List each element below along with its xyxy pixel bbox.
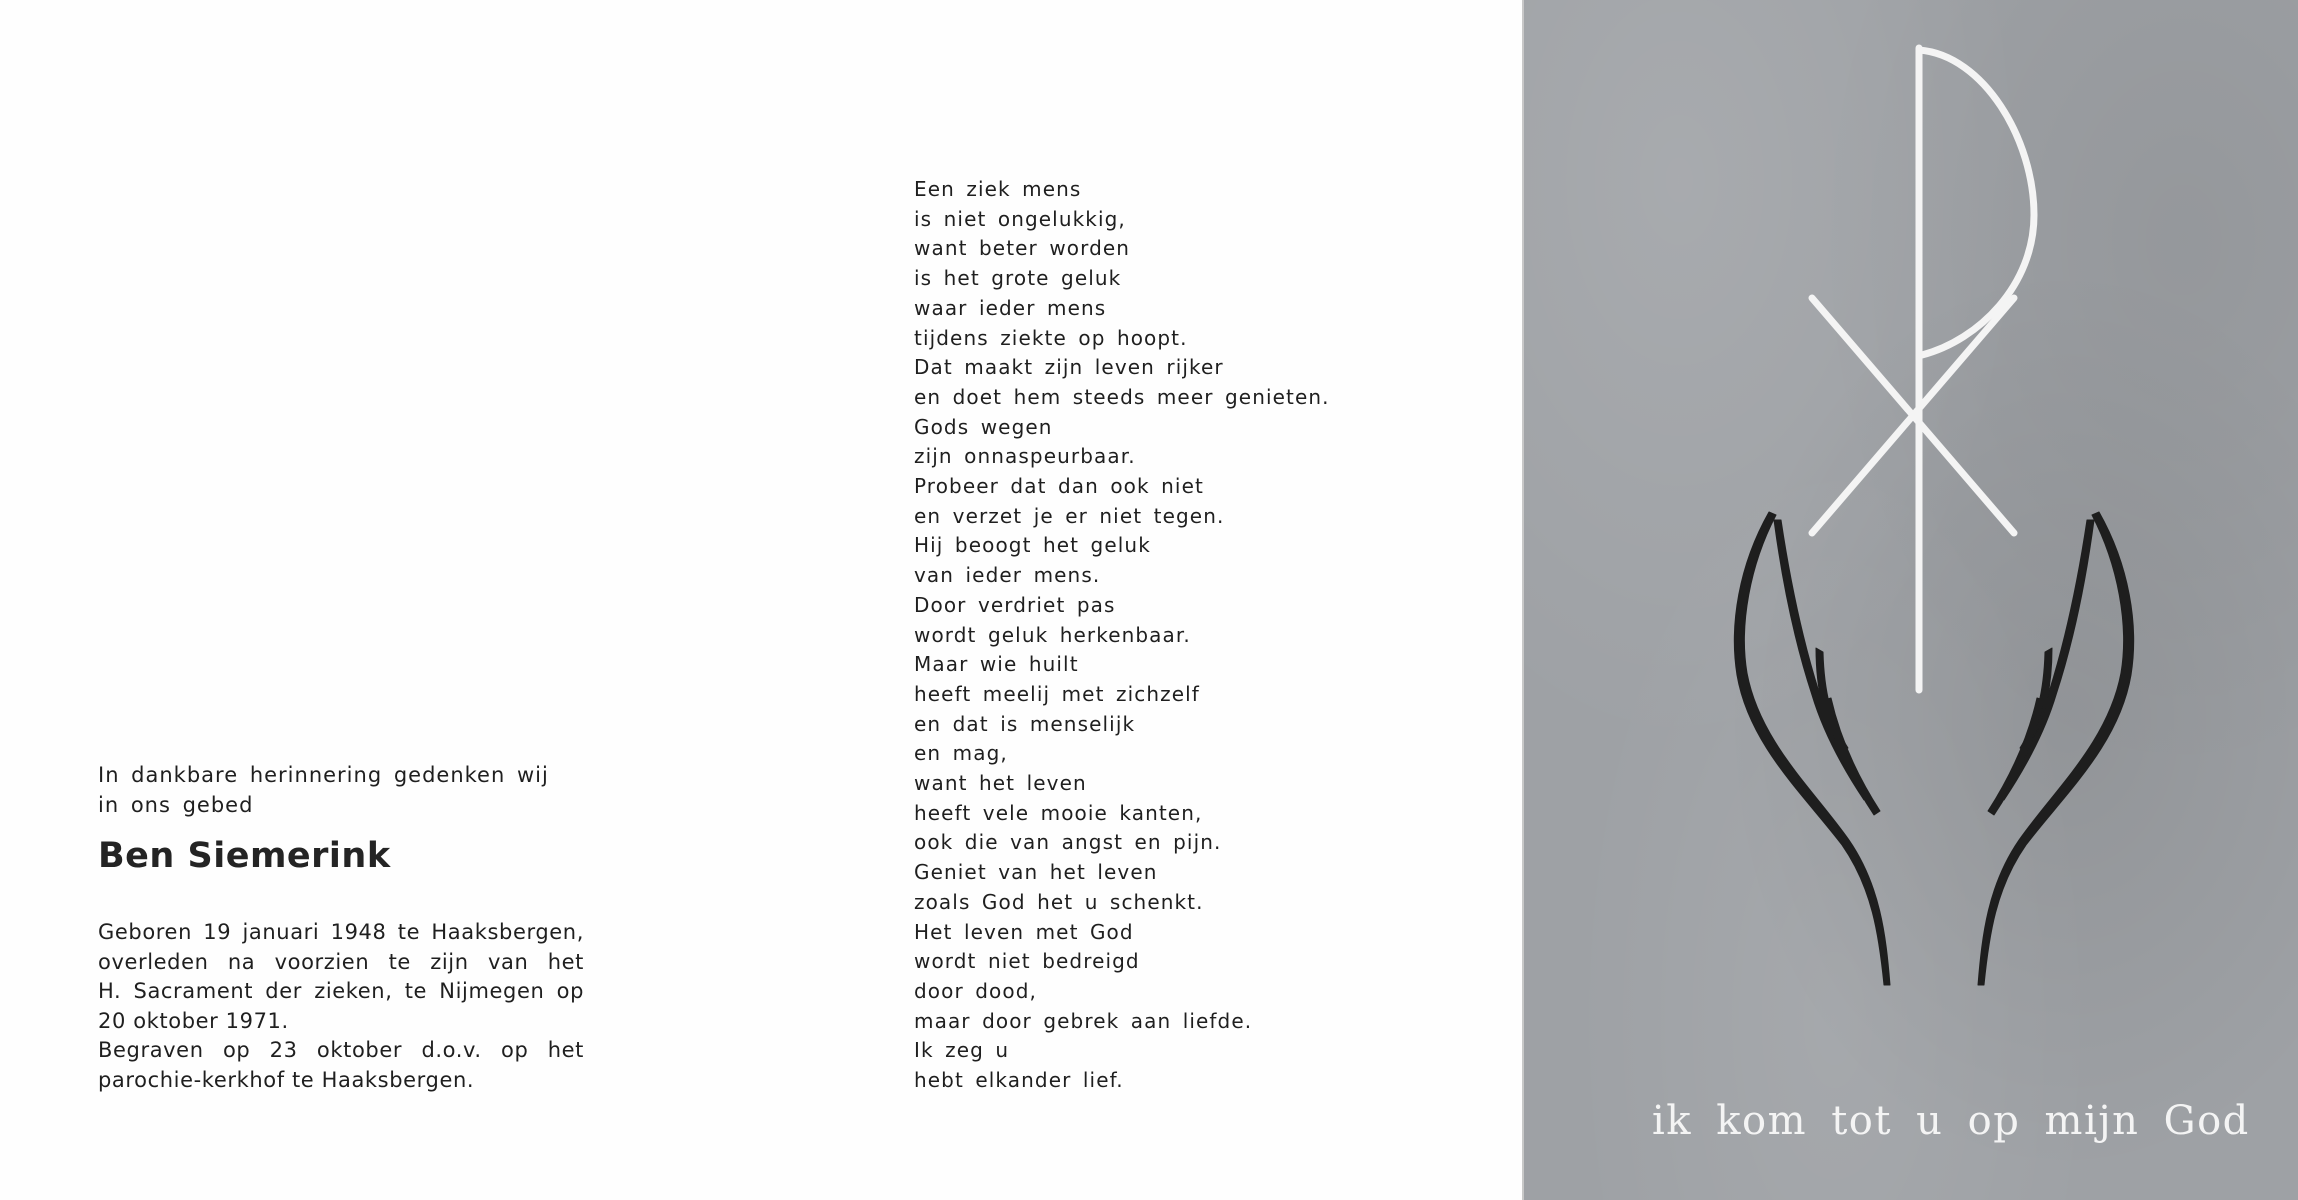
cover-panel [1522, 0, 2298, 1200]
bio-line: H. Sacrament der zieken, te Nijmegen op [98, 979, 584, 1003]
poem-line: Probeer dat dan ook niet [914, 474, 1204, 499]
poem-line: Een ziek mens [914, 177, 1082, 201]
poem-line: Maar wie huilt [914, 652, 1079, 677]
poem-line: en verzet je er niet tegen. [914, 503, 1225, 528]
poem-line: Door verdriet pas [914, 592, 1116, 617]
poem-line: want beter worden [914, 236, 1131, 261]
bio-line: 20 oktober 1971. [98, 1008, 289, 1033]
intro-text [98, 760, 549, 820]
poem-line: heeft meelij met zichzelf [914, 681, 1200, 706]
cover-illustration [1524, 0, 2298, 1200]
poem-line: Ik zeg u [914, 1038, 1010, 1063]
poem-line: door dood, [914, 978, 1037, 1003]
praying-hands-icon [1734, 512, 2133, 985]
poem-line: zijn onnaspeurbaar. [914, 444, 1136, 469]
poem-line: wordt geluk herkenbaar. [914, 622, 1191, 647]
intro-line: In dankbare herinnering gedenken wij [98, 763, 549, 787]
bio-line: Geboren 19 januari 1948 te Haaksbergen, [98, 920, 584, 944]
poem-line: heeft vele mooie kanten, [914, 800, 1203, 825]
bio-line: parochie-kerkhof te Haaksbergen. [98, 1067, 475, 1092]
poem [914, 175, 1330, 1096]
poem-line: Dat maakt zijn leven rijker [914, 355, 1224, 380]
chi-rho-icon [1812, 48, 2034, 690]
poem-line: want het leven [914, 771, 1087, 796]
poem-line: hebt elkander lief. [914, 1068, 1124, 1093]
poem-line: van ieder mens. [914, 563, 1101, 588]
poem-line: wordt niet bedreigd [914, 949, 1140, 974]
poem-line: maar door gebrek aan liefde. [914, 1008, 1253, 1033]
poem-line: ook die van angst en pijn. [914, 830, 1222, 855]
deceased-name: Ben Siemerink [98, 836, 391, 876]
biography [98, 918, 584, 1095]
bio-line: overleden na voorzien te zijn van het [98, 949, 584, 974]
poem-line: en doet hem steeds meer genieten. [914, 384, 1330, 409]
poem-line: waar ieder mens [914, 295, 1107, 320]
intro-line: in ons gebed [98, 793, 254, 817]
poem-line: Hij beoogt het geluk [914, 533, 1151, 558]
poem-line: Het leven met God [914, 919, 1134, 944]
bio-line: Begraven op 23 oktober d.o.v. op het [98, 1038, 584, 1062]
poem-line: is het grote geluk [914, 266, 1122, 291]
left-panel [0, 0, 760, 1200]
cover-motto: ik kom tot u op mijn God [1652, 1098, 2250, 1144]
poem-line: zoals God het u schenkt. [914, 889, 1204, 914]
poem-line: is niet ongelukkig, [914, 206, 1126, 231]
poem-line: en mag, [914, 741, 1008, 766]
poem-line: tijdens ziekte op hoopt. [914, 325, 1188, 350]
poem-line: Gods wegen [914, 414, 1053, 439]
poem-line: Geniet van het leven [914, 860, 1158, 885]
poem-line: en dat is menselijk [914, 711, 1136, 736]
